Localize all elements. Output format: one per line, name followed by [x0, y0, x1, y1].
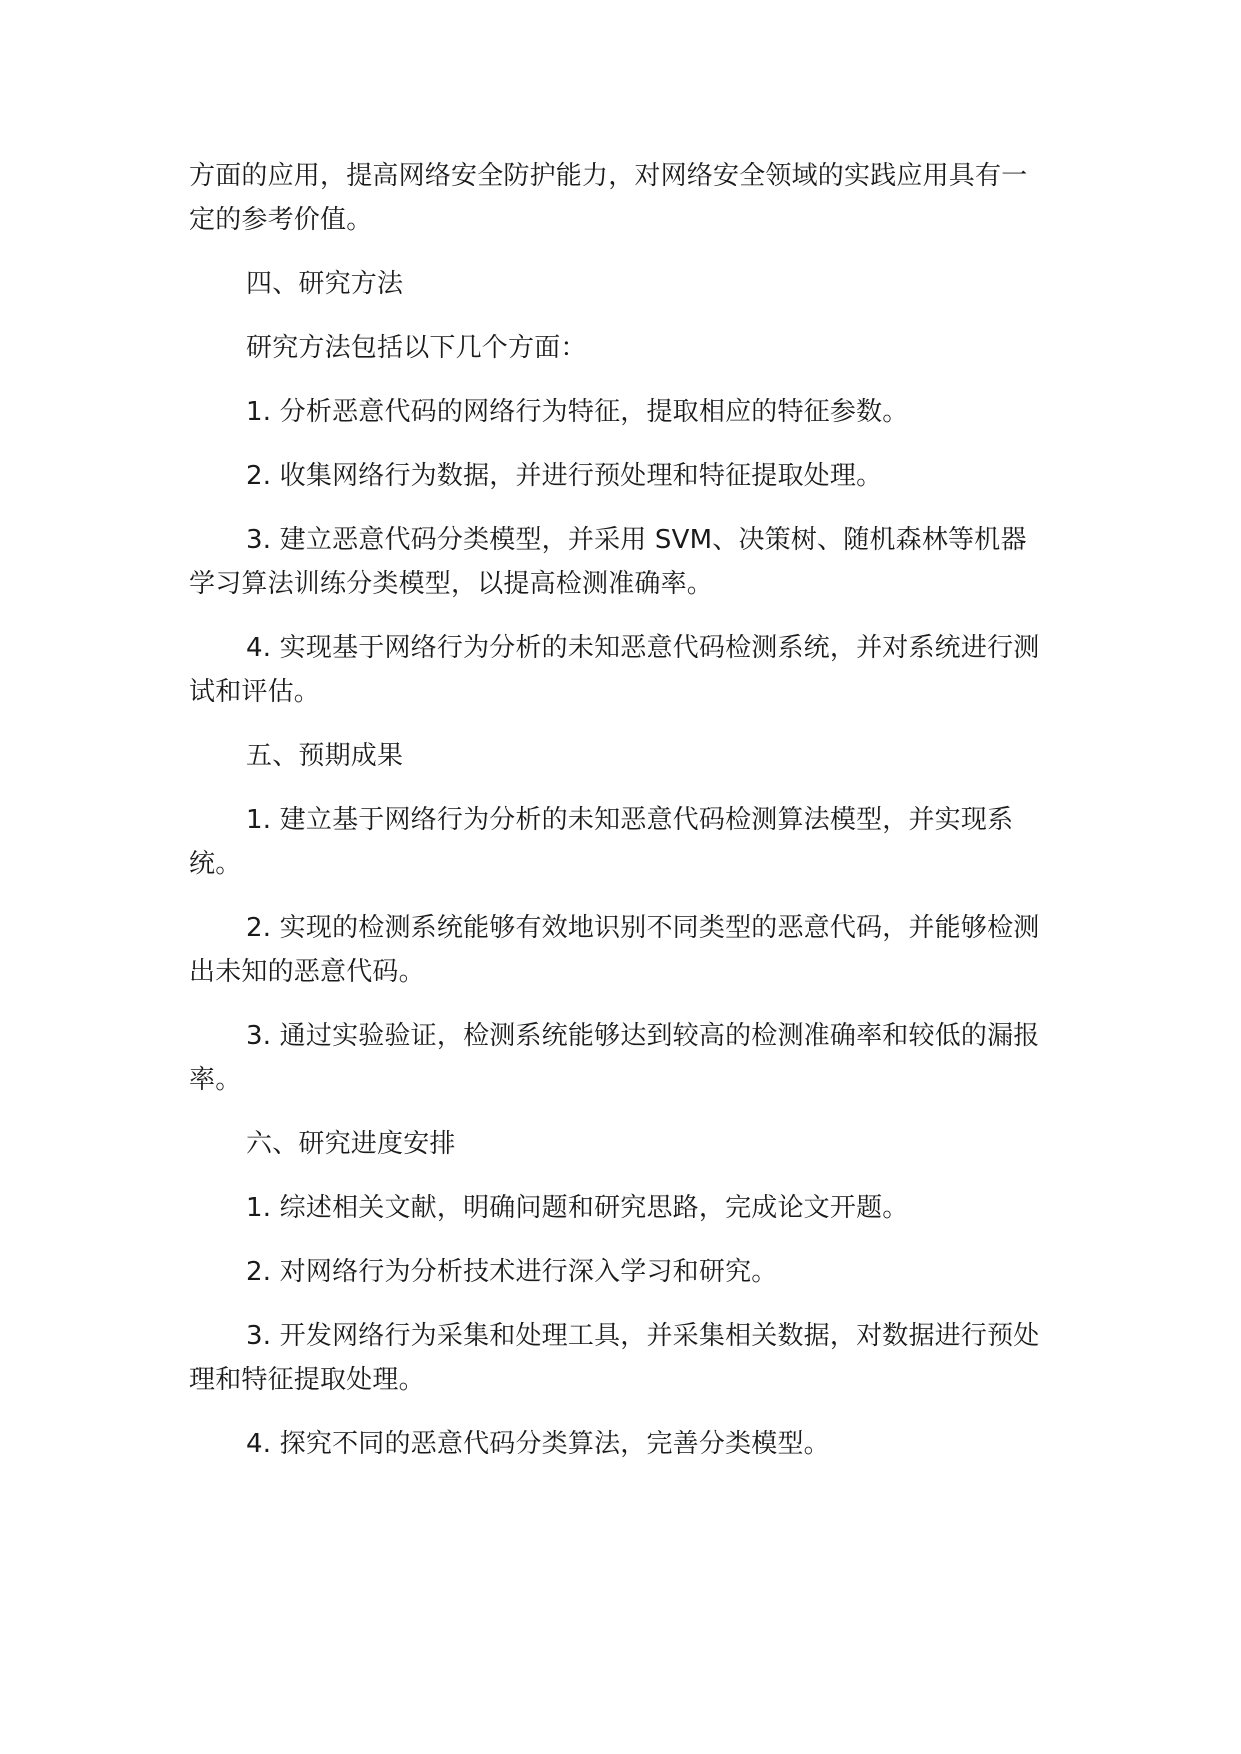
list-item-method-4: 4. 实现基于网络行为分析的未知恶意代码检测系统，并对系统进行测试和评估。 — [189, 633, 1040, 707]
list-item-schedule-1: 1. 综述相关文献，明确问题和研究思路，完成论文开题。 — [246, 1193, 909, 1223]
list-item-method-1: 1. 分析恶意代码的网络行为特征，提取相应的特征参数。 — [246, 397, 909, 427]
paragraph-gap — [189, 778, 1049, 798]
paragraph-gap — [189, 242, 1049, 262]
paragraph-gap — [189, 370, 1049, 390]
paragraph-gap — [189, 606, 1049, 626]
paragraph-gap — [189, 1230, 1049, 1250]
list-item-result-3: 3. 通过实验验证，检测系统能够达到较高的检测准确率和较低的漏报率。 — [189, 1021, 1040, 1095]
section-heading-research-methods: 四、研究方法 — [246, 269, 404, 299]
list-item-schedule-4: 4. 探究不同的恶意代码分类算法，完善分类模型。 — [246, 1429, 830, 1459]
paragraph-continuation: 方面的应用，提高网络安全防护能力，对网络安全领域的实践应用具有一定的参考价值。 — [189, 161, 1028, 235]
paragraph-gap — [189, 1402, 1049, 1422]
list-item-method-3: 3. 建立恶意代码分类模型，并采用 SVM、决策树、随机森林等机器学习算法训练分类模型，以提高检测准确率。 — [189, 525, 1027, 599]
paragraph-gap — [189, 1166, 1049, 1186]
list-item-schedule-2: 2. 对网络行为分析技术进行深入学习和研究。 — [246, 1257, 778, 1287]
list-item-result-2: 2. 实现的检测系统能够有效地识别不同类型的恶意代码，并能够检测出未知的恶意代码。 — [189, 913, 1040, 987]
paragraph-gap — [189, 994, 1049, 1014]
list-item-result-1: 1. 建立基于网络行为分析的未知恶意代码检测算法模型，并实现系统。 — [189, 805, 1014, 879]
section-heading-expected-results: 五、预期成果 — [246, 741, 404, 771]
paragraph-gap — [189, 434, 1049, 454]
paragraph-methods-intro: 研究方法包括以下几个方面： — [246, 333, 587, 363]
section-heading-schedule: 六、研究进度安排 — [246, 1129, 456, 1159]
paragraph-gap — [189, 1102, 1049, 1122]
paragraph-gap — [189, 1294, 1049, 1314]
paragraph-gap — [189, 306, 1049, 326]
list-item-method-2: 2. 收集网络行为数据，并进行预处理和特征提取处理。 — [246, 461, 883, 491]
paragraph-gap — [189, 886, 1049, 906]
paragraph-gap — [189, 714, 1049, 734]
list-item-schedule-3: 3. 开发网络行为采集和处理工具，并采集相关数据，对数据进行预处理和特征提取处理。 — [189, 1321, 1040, 1395]
document-body — [189, 154, 1049, 1466]
paragraph-gap — [189, 498, 1049, 518]
